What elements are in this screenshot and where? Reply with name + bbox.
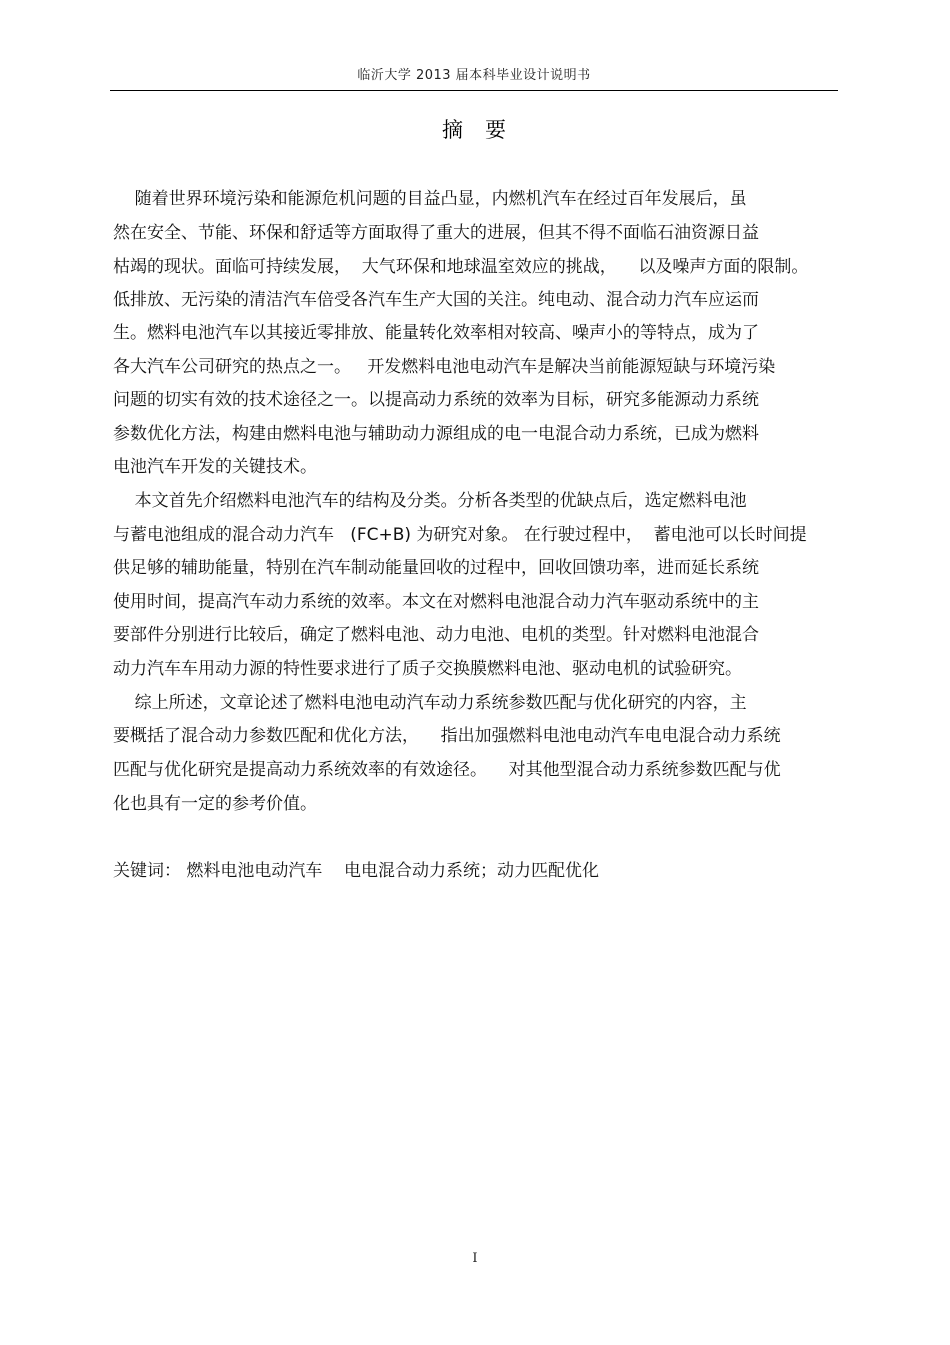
abstract-line: 问题的切实有效的技术途径之一。以提高动力系统的效率为目标，研究多能源动力系统 — [113, 390, 759, 410]
abstract-line: 然在安全、节能、环保和舒适等方面取得了重大的进展，但其不得不面临石油资源日益 — [113, 223, 759, 243]
abstract-line: 供足够的辅助能量，特别在汽车制动能量回收的过程中，回收回馈功率，进而延长系统 — [113, 558, 759, 578]
abstract-line: 本文首先介绍燃料电池汽车的结构及分类。分析各类型的优缺点后，选定燃料电池 — [113, 491, 747, 511]
page-title: 摘要 — [442, 118, 528, 142]
abstract-line: 与蓄电池组成的混合动力汽车 (FC+B) 为研究对象。 在行驶过程中， 蓄电池可以长时间提 — [113, 525, 807, 545]
abstract-line: 低排放、无污染的清洁汽车倍受各汽车生产大国的关注。纯电动、混合动力汽车应运而 — [113, 290, 759, 310]
abstract-line: 枯竭的现状。面临可持续发展， 大气环保和地球温室效应的挑战， 以及噪声方面的限制。 — [113, 257, 809, 277]
abstract-line: 生。燃料电池汽车以其接近零排放、能量转化效率相对较高、噪声小的等特点，成为了 — [113, 323, 759, 343]
abstract-line: 各大汽车公司研究的热点之一。 开发燃料电池电动汽车是解决当前能源短缺与环境污染 — [113, 357, 776, 377]
running-header: 临沂大学 2013 届本科毕业设计说明书 — [357, 68, 591, 83]
abstract-line: 参数优化方法，构建由燃料电池与辅助动力源组成的电一电混合动力系统，已成为燃料 — [113, 424, 759, 444]
abstract-line: 综上所述，文章论述了燃料电池电动汽车动力系统参数匹配与优化研究的内容，主 — [113, 693, 747, 713]
header-rule — [110, 90, 838, 91]
keywords-line: 关键词： 燃料电池电动汽车 电电混合动力系统；动力匹配优化 — [113, 861, 600, 881]
abstract-line: 使用时间，提高汽车动力系统的效率。本文在对燃料电池混合动力汽车驱动系统中的主 — [113, 592, 759, 612]
page-number: I — [472, 1251, 478, 1266]
abstract-line: 动力汽车车用动力源的特性要求进行了质子交换膜燃料电池、驱动电机的试验研究。 — [113, 659, 742, 679]
abstract-line: 电池汽车开发的关键技术。 — [113, 457, 317, 477]
abstract-line: 化也具有一定的参考价值。 — [113, 794, 317, 814]
abstract-line: 要部件分别进行比较后，确定了燃料电池、动力电池、电机的类型。针对燃料电池混合 — [113, 625, 759, 645]
abstract-line: 随着世界环境污染和能源危机问题的目益凸显，内燃机汽车在经过百年发展后，虽 — [113, 189, 747, 209]
abstract-line: 要概括了混合动力参数匹配和优化方法， 指出加强燃料电池电动汽车电电混合动力系统 — [113, 726, 781, 746]
abstract-line: 匹配与优化研究是提高动力系统效率的有效途径。 对其他型混合动力系统参数匹配与优 — [113, 760, 781, 780]
